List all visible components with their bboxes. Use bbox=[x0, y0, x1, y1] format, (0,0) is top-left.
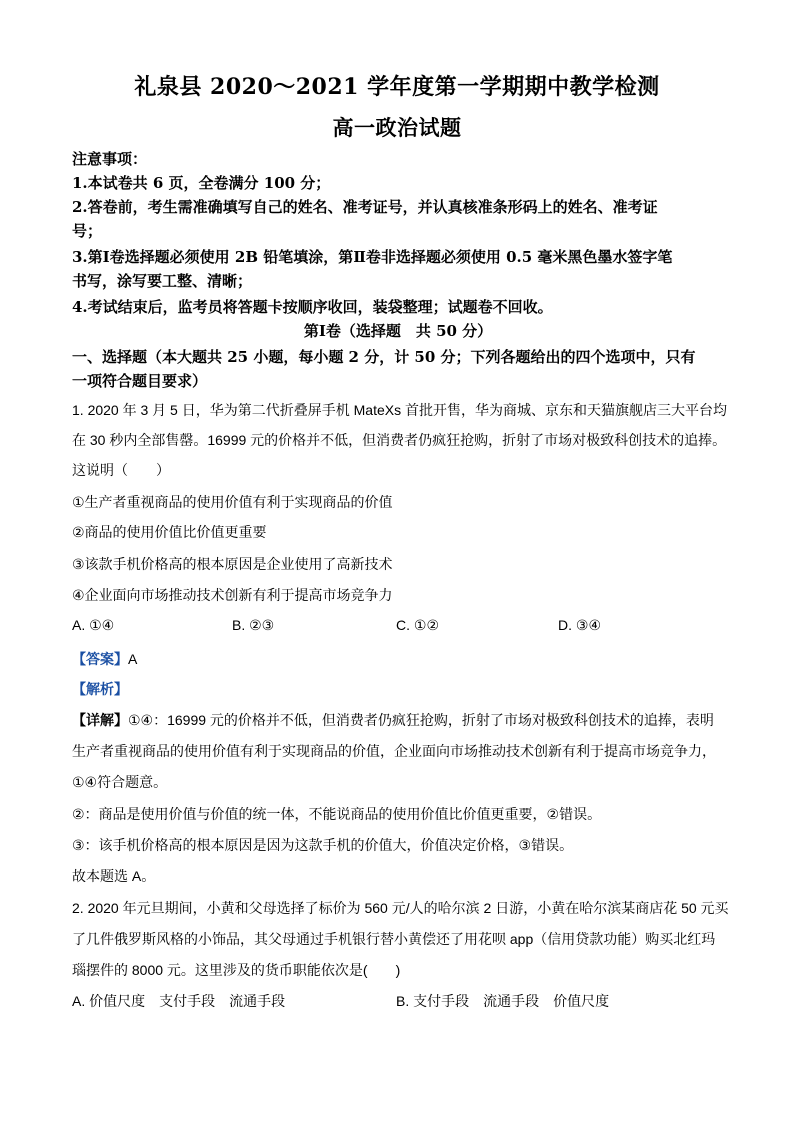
question-1-statement: ①生产者重视商品的使用价值有利于实现商品的价值 bbox=[72, 494, 393, 510]
section-heading-cont: 一项符合题目要求） bbox=[72, 372, 208, 390]
answer-label: 【答案】 bbox=[72, 651, 128, 667]
question-1-detail bbox=[72, 710, 724, 730]
question-1-option-c: C. ①② bbox=[396, 617, 439, 633]
notice-item: 4.考试结束后，监考员将答题卡按顺序收回，装袋整理；试题卷不回收。 bbox=[72, 298, 553, 316]
detail-text: ①④：16999 元的价格并不低，但消费者仍疯狂抢购，折射了市场对极致科创技术的追捧，表明 bbox=[128, 712, 714, 728]
question-1-conclusion: 故本题选 A。 bbox=[72, 868, 156, 884]
question-1-stem: 这说明（ ） bbox=[72, 462, 170, 478]
question-1-stem: 在 30 秒内全部售罄。16999 元的价格并不低，但消费者仍疯狂抢购，折射了市场对极致科创技术的追捧。 bbox=[72, 432, 727, 448]
question-1-answer bbox=[72, 649, 724, 669]
question-1-option-d: D. ③④ bbox=[558, 617, 601, 633]
notice-item: 1.本试卷共 6 页，全卷满分 100 分； bbox=[72, 174, 331, 192]
notice-item: 2.答卷前，考生需准确填写自己的姓名、准考证号，并认真核准条形码上的姓名、准考证 bbox=[72, 198, 658, 216]
question-1-statement: ④企业面向市场推动技术创新有利于提高市场竞争力 bbox=[72, 587, 393, 603]
question-1-statement: ②商品的使用价值比价值更重要 bbox=[72, 524, 267, 540]
section-heading: 一、选择题（本大题共 25 小题，每小题 2 分，计 50 分；下列各题给出的四个选项中，只有 bbox=[72, 348, 696, 366]
question-2-option-a: A. 价值尺度 支付手段 流通手段 bbox=[72, 993, 286, 1009]
answer-value: A bbox=[128, 651, 138, 667]
question-1-detail: ①④符合题意。 bbox=[72, 774, 168, 790]
question-1-option-a: A. ①④ bbox=[72, 617, 115, 633]
question-1-option-b: B. ②③ bbox=[232, 617, 275, 633]
question-1-detail: ③：该手机价格高的根本原因是因为这款手机的价值大，价值决定价格，③错误。 bbox=[72, 837, 574, 853]
analysis-label: 【解析】 bbox=[72, 681, 128, 697]
exam-title: 礼泉县 2020～2021 学年度第一学期期中教学检测 bbox=[134, 74, 660, 100]
question-2-stem: 瑙摆件的 8000 元。这里涉及的货币职能依次是( ) bbox=[72, 962, 401, 978]
question-2-stem: 了几件俄罗斯风格的小饰品，其父母通过手机银行替小黄偿还了用花呗 app（信用贷款功能）购买北红玛 bbox=[72, 931, 716, 947]
question-1-stem: 1. 2020 年 3 月 5 日，华为第二代折叠屏手机 MateXs 首批开售，华为商城、京东和天猫旗舰店三大平台均 bbox=[72, 402, 727, 418]
question-2-stem: 2. 2020 年元旦期间，小黄和父母选择了标价为 560 元/人的哈尔滨 2 日游，小黄在哈尔滨某商店花 50 元买 bbox=[72, 900, 729, 916]
question-1-analysis-label bbox=[72, 679, 724, 699]
notice-item-cont: 号； bbox=[72, 222, 103, 240]
question-1-detail: 生产者重视商品的使用价值有利于实现商品的价值，企业面向市场推动技术创新有利于提高市场竞争力， bbox=[72, 743, 716, 759]
question-1-statement: ③该款手机价格高的根本原因是企业使用了高新技术 bbox=[72, 556, 393, 572]
part-title: 第Ⅰ卷（选择题 共 50 分） bbox=[303, 322, 493, 340]
exam-subtitle: 高一政治试题 bbox=[332, 115, 462, 140]
question-1-detail: ②：商品是使用价值与价值的统一体，不能说商品的使用价值比价值更重要，②错误。 bbox=[72, 806, 602, 822]
notice-item: 3.第Ⅰ卷选择题必须使用 2B 铅笔填涂，第Ⅱ卷非选择题必须使用 0.5 毫米黑色墨水签字笔 bbox=[72, 248, 673, 266]
question-2-option-b: B. 支付手段 流通手段 价值尺度 bbox=[396, 993, 610, 1009]
notice-item-cont: 书写，涂写要工整、清晰； bbox=[72, 272, 253, 290]
detail-label: 【详解】 bbox=[72, 712, 128, 728]
notice-heading: 注意事项： bbox=[72, 150, 148, 168]
